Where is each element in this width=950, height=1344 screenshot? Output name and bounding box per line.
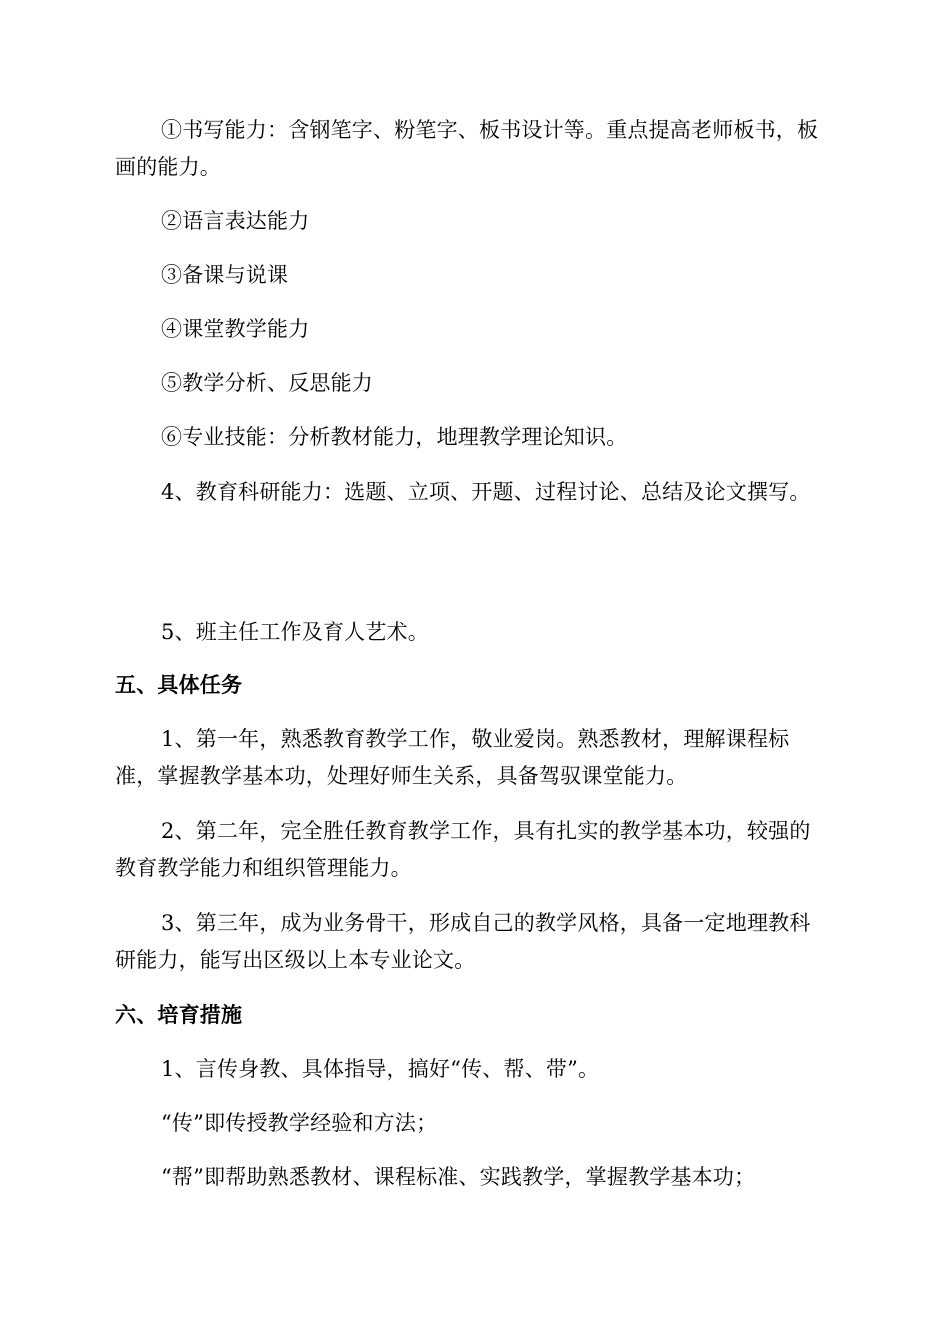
paragraph-chuan: “传”即传授教学经验和方法；: [161, 1111, 438, 1135]
section-five-heading: 五、具体任务: [115, 673, 243, 697]
paragraph-lesson-prep: ③备课与说课: [161, 263, 289, 287]
paragraph-first-year: 1、第一年，熟悉教育教学工作，敬业爱岗。熟悉教材，理解课程标准，掌握教学基本功，处理好师生关系，具备驾驭课堂能力。: [115, 727, 790, 788]
paragraph-head-teacher: 5、班主任工作及育人艺术。: [161, 620, 429, 644]
paragraph-teaching-analysis: ⑤教学分析、反思能力: [161, 371, 373, 395]
paragraph-writing-ability: ①书写能力：含钢笔字、粉笔字、板书设计等。重点提高老师板书，板画的能力。: [115, 118, 819, 179]
paragraph-language-ability: ②语言表达能力: [161, 209, 310, 233]
paragraph-professional-skills: ⑥专业技能：分析教材能力，地理教学理论知识。: [161, 425, 628, 449]
paragraph-research-ability: 4、教育科研能力：选题、立项、开题、过程讨论、总结及论文撰写。: [161, 480, 811, 504]
paragraph-mentoring: 1、言传身教、具体指导，搞好“传、帮、带”。: [161, 1057, 600, 1081]
paragraph-third-year: 3、第三年，成为业务骨干，形成自己的教学风格，具备一定地理教科研能力，能写出区级以上本专业论文。: [115, 911, 811, 972]
paragraph-bang: “帮”即帮助熟悉教材、课程标准、实践教学，掌握教学基本功；: [161, 1165, 756, 1189]
paragraph-classroom-teaching: ④课堂教学能力: [161, 317, 310, 341]
paragraph-second-year: 2、第二年，完全胜任教育教学工作，具有扎实的教学基本功，较强的教育教学能力和组织管理能力。: [115, 819, 811, 880]
section-six-heading: 六、培育措施: [115, 1003, 243, 1027]
